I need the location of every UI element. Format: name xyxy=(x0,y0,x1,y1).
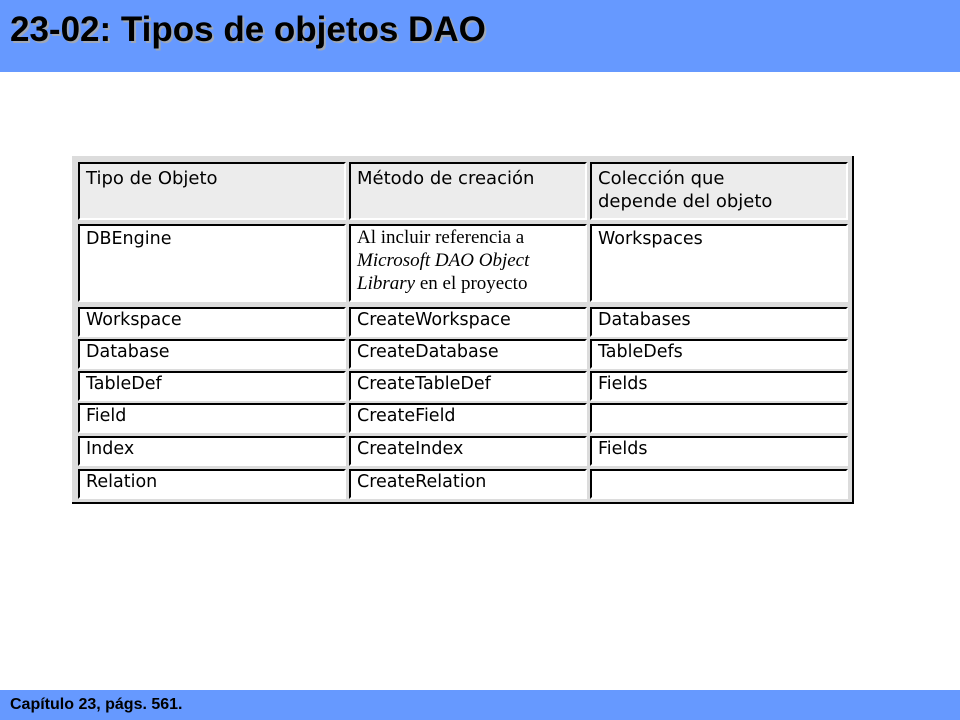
cell-text: Index xyxy=(86,439,135,459)
cell-tipo-dbengine-text: DBEngine xyxy=(86,229,172,249)
table-row-cell-coleccion xyxy=(590,403,848,433)
cell-text: Relation xyxy=(86,472,158,492)
cell-text: Fields xyxy=(598,374,648,394)
cell-coleccion-dbengine xyxy=(590,224,848,302)
footer-bar xyxy=(0,690,960,720)
table-row-cell-metodo xyxy=(349,339,587,369)
table-row-cell-metodo xyxy=(349,307,587,337)
cell-text: CreateRelation xyxy=(357,472,487,492)
cell-text: Field xyxy=(86,406,127,426)
cell-tipo-dbengine xyxy=(78,224,346,302)
cell-text: Fields xyxy=(598,439,648,459)
cell-text: Database xyxy=(86,342,170,362)
cell-text: Workspace xyxy=(86,310,182,330)
cell-metodo-dbengine xyxy=(349,224,587,302)
header-tipo xyxy=(78,162,346,220)
metodo-dbengine-line3 xyxy=(357,272,585,295)
table-row-cell-tipo xyxy=(78,469,346,499)
table-row-cell-metodo xyxy=(349,403,587,433)
table-row-cell-tipo xyxy=(78,339,346,369)
dao-objects-table xyxy=(72,156,854,504)
table-row-cell-tipo xyxy=(78,436,346,466)
table-row-cell-coleccion xyxy=(590,339,848,369)
cell-text: CreateWorkspace xyxy=(357,310,511,330)
metodo-dbengine-line1: Al incluir referencia a xyxy=(357,227,525,248)
metodo-dbengine-line3-rest: en el proyecto xyxy=(415,273,528,294)
header-tipo-label: Tipo de Objeto xyxy=(86,168,218,189)
table-row-cell-tipo xyxy=(78,307,346,337)
footer-reference: Capítulo 23, págs. 561. xyxy=(10,696,183,713)
cell-text: CreateField xyxy=(357,406,456,426)
table-row-cell-metodo xyxy=(349,371,587,401)
cell-coleccion-dbengine-text: Workspaces xyxy=(598,229,703,249)
header-coleccion-line1: Colección que xyxy=(598,168,725,189)
header-coleccion xyxy=(590,162,848,220)
table-row-cell-coleccion xyxy=(590,307,848,337)
metodo-dbengine-line3-italic: Library xyxy=(357,273,416,294)
slide-title: 23-02: Tipos de objetos DAO xyxy=(10,10,486,49)
table-row-cell-metodo xyxy=(349,469,587,499)
cell-text: TableDefs xyxy=(598,342,683,362)
table-row-cell-tipo xyxy=(78,403,346,433)
header-metodo xyxy=(349,162,587,220)
cell-text: CreateDatabase xyxy=(357,342,499,362)
table-row-cell-metodo xyxy=(349,436,587,466)
cell-text: CreateTableDef xyxy=(357,374,491,394)
cell-text: TableDef xyxy=(86,374,162,394)
header-coleccion-line2: depende del objeto xyxy=(598,191,773,212)
title-bar xyxy=(0,0,960,72)
header-metodo-label: Método de creación xyxy=(357,168,535,189)
table-row-cell-coleccion xyxy=(590,436,848,466)
metodo-dbengine-line2: Microsoft DAO Object xyxy=(357,250,530,271)
table-row-cell-coleccion xyxy=(590,469,848,499)
cell-text: CreateIndex xyxy=(357,439,464,459)
table-row-cell-tipo xyxy=(78,371,346,401)
cell-text: Databases xyxy=(598,310,691,330)
table-row-cell-coleccion xyxy=(590,371,848,401)
